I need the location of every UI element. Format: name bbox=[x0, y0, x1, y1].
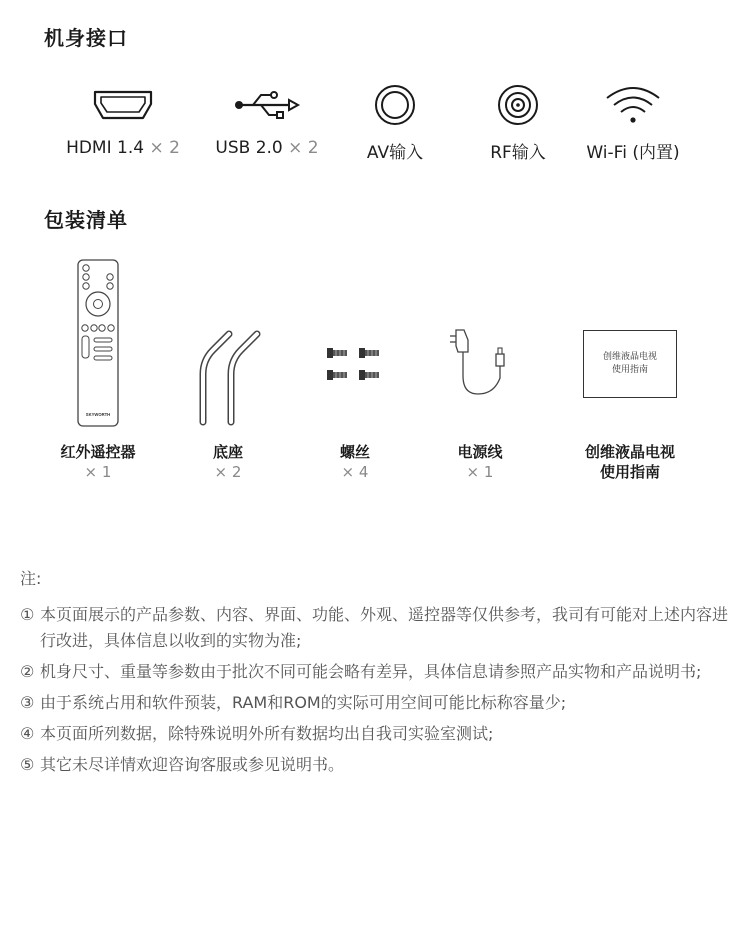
note-item bbox=[20, 721, 730, 747]
package-item-power-cord bbox=[420, 300, 540, 482]
av-port-icon bbox=[330, 78, 460, 132]
note-text: 本页面所列数据，除特殊说明外所有数据均出自我司实验室测试; bbox=[40, 724, 494, 743]
package-item-remote-qty: × 1 bbox=[84, 463, 112, 481]
manual-booklet-cover: 创维液晶电视 使用指南 bbox=[583, 330, 677, 398]
usb-icon bbox=[202, 78, 332, 132]
package-item-power-cord-qty: × 1 bbox=[466, 463, 494, 481]
hdmi-port-icon bbox=[58, 78, 188, 132]
port-wifi-label: Wi-Fi (内置) bbox=[586, 143, 680, 163]
note-item bbox=[20, 752, 730, 778]
package-item-stand-name: 底座 bbox=[212, 443, 243, 461]
port-wifi bbox=[568, 78, 698, 163]
screws-icon bbox=[295, 300, 415, 428]
note-number: ① bbox=[20, 605, 35, 624]
wifi-icon bbox=[568, 78, 698, 132]
port-rf-label: RF输入 bbox=[490, 143, 546, 163]
remote-brand-text: SKYWORTH bbox=[85, 412, 111, 417]
package-item-screws-name: 螺丝 bbox=[339, 443, 370, 461]
port-rf bbox=[453, 78, 583, 163]
package-section-title: 包装清单 bbox=[44, 208, 128, 232]
note-item bbox=[20, 690, 730, 716]
port-usb bbox=[202, 78, 332, 158]
package-item-power-cord-name: 电源线 bbox=[457, 443, 503, 461]
note-number: ⑤ bbox=[20, 755, 35, 774]
port-av-label: AV输入 bbox=[366, 143, 424, 163]
package-item-remote-name: 红外遥控器 bbox=[60, 443, 136, 461]
package-item-screws bbox=[295, 300, 415, 482]
note-number: ② bbox=[20, 662, 35, 681]
package-item-manual bbox=[562, 300, 698, 482]
note-item bbox=[20, 659, 730, 685]
package-item-screws-qty: × 4 bbox=[341, 463, 369, 481]
note-text: 其它未尽详情欢迎咨询客服或参见说明书。 bbox=[40, 755, 345, 774]
note-number: ④ bbox=[20, 724, 35, 743]
note-item bbox=[20, 602, 730, 654]
note-text: 由于系统占用和软件预装，RAM和ROM的实际可用空间可能比标称容量少; bbox=[40, 693, 567, 712]
remote-control-icon bbox=[38, 258, 158, 428]
note-text: 机身尺寸、重量等参数由于批次不同可能会略有差异，具体信息请参照产品实物和产品说明书; bbox=[40, 662, 702, 681]
package-item-remote bbox=[38, 258, 158, 482]
note-text: 本页面展示的产品参数、内容、界面、功能、外观、遥控器等仅供参考，我司有可能对上述内容进行改进，具体信息以收到的实物为准; bbox=[40, 605, 729, 650]
power-cord-icon bbox=[420, 300, 540, 428]
port-av bbox=[330, 78, 460, 163]
package-item-stand-qty: × 2 bbox=[214, 463, 242, 481]
manual-booklet-icon bbox=[562, 300, 698, 428]
port-usb-label: USB 2.0 × 2 bbox=[215, 138, 319, 158]
stand-legs-icon bbox=[168, 300, 288, 428]
package-item-manual-name: 创维液晶电视 使用指南 bbox=[584, 443, 675, 481]
port-hdmi-label: HDMI 1.4 × 2 bbox=[66, 138, 180, 158]
note-number: ③ bbox=[20, 693, 35, 712]
port-hdmi bbox=[58, 78, 188, 158]
rf-port-icon bbox=[453, 78, 583, 132]
notes-section bbox=[20, 566, 730, 783]
package-item-stand bbox=[168, 300, 288, 482]
ports-section-title: 机身接口 bbox=[44, 26, 128, 50]
notes-title: 注: bbox=[20, 569, 42, 588]
